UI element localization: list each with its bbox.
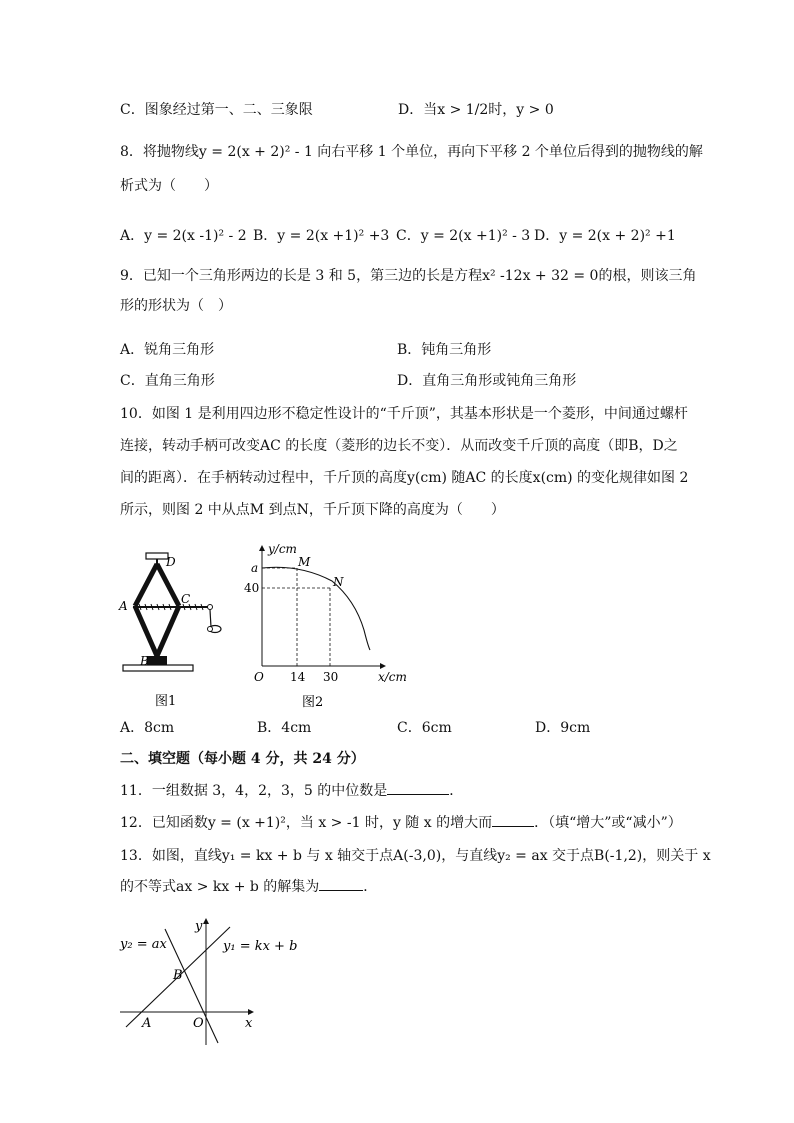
graph-point-n: N bbox=[333, 575, 344, 589]
q11-end: ． bbox=[449, 783, 464, 799]
q11 bbox=[120, 780, 463, 801]
graph-y-label: y/cm bbox=[268, 542, 297, 556]
q13-label-y: y bbox=[195, 919, 203, 934]
graph-tick-30: 30 bbox=[323, 670, 339, 684]
q13-label-a: A bbox=[142, 1016, 152, 1031]
q13-label-b: B bbox=[173, 968, 183, 983]
q13-label-y2: y₂ = ax bbox=[120, 937, 167, 952]
q8-option-d: D．y = 2(x + 2)² +1 bbox=[534, 228, 676, 244]
q12-text: 12．已知函数y = (x +1)²，当 x > -1 时，y 随 x 的增大而 bbox=[120, 815, 493, 831]
jack-top-plate bbox=[146, 553, 168, 559]
graph-tick-a: a bbox=[251, 561, 259, 575]
q10-stem-line1: 10．如图 1 是利用四边形不稳定性设计的“千斤顶”，其基本形状是一个菱形，中间通过螺杆 bbox=[120, 406, 688, 422]
q8-stem-line2: 析式为（ ） bbox=[120, 178, 218, 194]
graph-tick-14: 14 bbox=[290, 670, 306, 684]
jack-handle-knob bbox=[208, 627, 213, 632]
q10-option-b: B．4cm bbox=[257, 720, 312, 736]
jack-bar-cb bbox=[157, 606, 179, 656]
q13-label-x: x bbox=[245, 1016, 253, 1031]
q7-option-d: D．当x > 1/2时，y > 0 bbox=[398, 102, 554, 118]
fig1-caption: 图1 bbox=[155, 694, 177, 709]
q9-option-a: A．锐角三角形 bbox=[120, 342, 215, 358]
graph-origin: O bbox=[254, 670, 264, 684]
q8-option-c: C．y = 2(x +1)² - 3 bbox=[396, 228, 531, 244]
q8-stem-line1: 8．将抛物线y = 2(x + 2)² - 1 向右平移 1 个单位，再向下平移 2 个单位后得到的抛物线的解 bbox=[120, 144, 703, 160]
jack-bar-ab bbox=[135, 606, 157, 656]
graph-x-label: x/cm bbox=[378, 670, 407, 684]
q8-option-a: A．y = 2(x -1)² - 2 bbox=[120, 228, 247, 244]
q13-stem-line2-end: ． bbox=[363, 879, 378, 895]
q9-stem-line2: 形的形状为（ ） bbox=[120, 298, 232, 314]
q12-answer-blank[interactable] bbox=[492, 812, 534, 827]
jack-bar-da bbox=[135, 564, 157, 606]
fig2-caption: 图2 bbox=[302, 695, 324, 710]
jack-bar-dc bbox=[157, 564, 179, 606]
q13-stem-line2-text: 的不等式ax > kx + b 的解集为 bbox=[120, 879, 320, 895]
q12-end: ．（填“增大”或“减小”） bbox=[534, 815, 682, 831]
jack-label-a: A bbox=[119, 599, 128, 613]
section-heading: 二、填空题（每小题 4 分，共 24 分） bbox=[120, 751, 365, 767]
jack-label-c: C bbox=[181, 592, 191, 606]
q13-answer-blank[interactable] bbox=[319, 876, 363, 891]
q11-answer-blank[interactable] bbox=[387, 780, 449, 795]
q8-option-b: B．y = 2(x +1)² +3 bbox=[253, 228, 390, 244]
q10-stem-line4: 所示，则图 2 中从点M 到点N，千斤顶下降的高度为（ ） bbox=[120, 502, 505, 518]
q9-stem-line1: 9．已知一个三角形两边的长是 3 和 5，第三边的长是方程x² -12x + 32 = 0的根，则该三角 bbox=[120, 268, 697, 284]
q13-stem-line1: 13．如图，直线y₁ = kx + b 与 x 轴交于点A(-3,0)，与直线y₂ = ax 交于点B(-1,2)，则关于 x bbox=[120, 848, 711, 864]
jack-label-b: B bbox=[140, 654, 149, 668]
jack-handle-joint bbox=[208, 605, 213, 610]
jack-base-plate bbox=[123, 665, 193, 671]
q12 bbox=[120, 812, 682, 833]
q10-stem-line3: 间的距离）．在手柄转动过程中，千斤顶的高度y(cm) 随AC 的长度x(cm) 的变化规律如图 2 bbox=[120, 470, 689, 486]
graph-tick-40: 40 bbox=[244, 581, 260, 595]
q13-label-o: O bbox=[193, 1016, 204, 1031]
jack-height-graph bbox=[240, 538, 415, 713]
q7-option-c: C．图象经过第一、二、三象限 bbox=[120, 102, 313, 118]
q9-option-c: C．直角三角形 bbox=[120, 373, 215, 389]
q9-option-d: D．直角三角形或钝角三角形 bbox=[397, 373, 577, 389]
q9-option-b: B．钝角三角形 bbox=[397, 342, 492, 358]
graph-point-m: M bbox=[298, 555, 311, 569]
q10-stem-line2: 连接，转动手柄可改变AC 的长度（菱形的边长不变）．从而改变千斤顶的高度（即B，D之 bbox=[120, 438, 678, 454]
q13-label-y1: y₁ = kx + b bbox=[223, 939, 298, 954]
q13-stem-line2 bbox=[120, 876, 377, 897]
q10-option-a: A．8cm bbox=[120, 720, 175, 736]
jack-label-d: D bbox=[166, 555, 176, 569]
graph-curve bbox=[262, 567, 370, 650]
jack-figure bbox=[115, 548, 230, 713]
q11-text: 11．一组数据 3，4，2，3，5 的中位数是 bbox=[120, 783, 388, 799]
q13-lines-figure bbox=[118, 915, 298, 1050]
jack-handle-rod bbox=[210, 610, 211, 627]
q10-option-c: C．6cm bbox=[397, 720, 452, 736]
jack-base-block bbox=[147, 656, 167, 665]
q10-option-d: D．9cm bbox=[535, 720, 591, 736]
